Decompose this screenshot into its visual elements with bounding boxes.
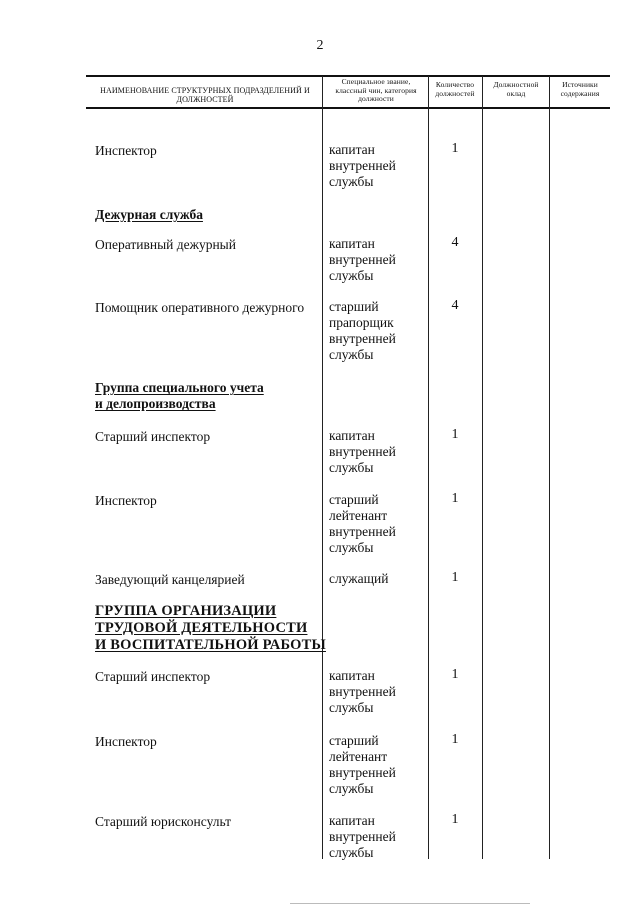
position-quantity: 1 [451,491,459,506]
header-col-qty: Количество должностей [435,80,475,98]
position-quantity: 1 [451,141,459,156]
header-bottom-rule [86,107,610,109]
position-name: Инспектор [95,493,157,508]
position-name: Помощник оперативного дежурного [95,300,305,315]
position-quantity: 1 [451,812,459,827]
position-name: Старший юрисконсульт [95,814,232,829]
position-quantity: 1 [451,570,459,585]
section-heading: Дежурная служба [95,207,203,222]
position-rank: капитан внутренней службы [329,428,396,475]
position-name: Старший инспектор [95,429,211,444]
position-rank: служащий [329,571,389,586]
header-col-salary: Должностной оклад [493,80,539,98]
scan-artifact [290,903,530,904]
position-quantity: 1 [451,732,459,747]
position-rank: капитан внутренней службы [329,142,396,189]
header-col-source: Источники содержания [560,80,600,98]
position-quantity: 4 [451,235,459,250]
position-name: Инспектор [95,734,157,749]
column-divider [428,76,429,859]
position-name: Инспектор [95,143,157,158]
section-heading: ГРУППА ОРГАНИЗАЦИИ ТРУДОВОЙ ДЕЯТЕЛЬНОСТИ И ВОСПИТАТЕЛЬНОЙ РАБОТЫ [95,603,326,653]
position-rank: старший прапорщик внутренней службы [329,299,396,362]
position-quantity: 4 [451,298,459,313]
column-divider [549,76,550,859]
column-divider [482,76,483,859]
position-name: Старший инспектор [95,669,211,684]
section-heading: Группа специального учета и делопроизводства [95,380,264,411]
position-name: Заведующий канцелярией [95,572,245,587]
position-name: Оперативный дежурный [95,237,236,252]
position-rank: капитан внутренней службы [329,668,396,715]
position-quantity: 1 [451,427,459,442]
header-col-name: НАИМЕНОВАНИЕ СТРУКТУРНЫХ ПОДРАЗДЕЛЕНИЙ И ДОЛЖНОСТЕЙ [100,86,310,104]
page-number: 2 [316,38,324,53]
position-rank: старший лейтенант внутренней службы [329,492,396,555]
column-divider [322,76,323,859]
position-rank: капитан внутренней службы [329,813,396,860]
position-rank: капитан внутренней службы [329,236,396,283]
position-quantity: 1 [451,667,459,682]
position-rank: старший лейтенант внутренней службы [329,733,396,796]
header-col-rank: Специальное звание, классный чин, категория должности [335,77,417,103]
